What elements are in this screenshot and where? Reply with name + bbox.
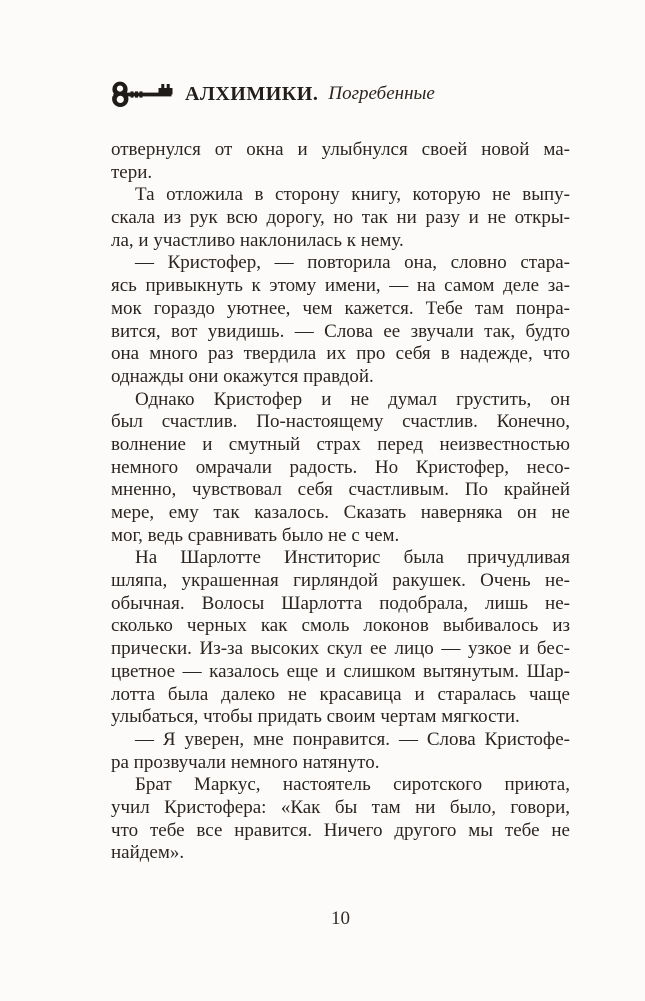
text-line: скала из рук всю дорогу, но так ни разу и не откры- bbox=[111, 207, 570, 229]
text-line: отвернулся от окна и улыбнулся своей новой ма- bbox=[111, 139, 570, 160]
text-line: — Я уверен, мне понравится. — Слова Кристофе- bbox=[135, 728, 570, 750]
text-line: вится, вот увидишь. — Слова ее звучали так, будто bbox=[111, 320, 570, 342]
key-icon bbox=[109, 81, 175, 108]
text-line: обычная. Волосы Шарлотта подобрала, лишь не- bbox=[111, 592, 570, 614]
text-line: шляпа, украшенная гирляндой ракушек. Очень не- bbox=[111, 570, 570, 592]
text-line: учил Кристофера: «Как бы там ни было, говори, bbox=[111, 796, 570, 818]
book-title: Погребенные bbox=[328, 83, 435, 104]
text-line: был счастлив. По-настоящему счастлив. Конечно, bbox=[111, 411, 570, 433]
text-line: улыбаться, чтобы придать своим чертам мягкости. bbox=[111, 706, 520, 728]
text-line: Однако Кристофер и не думал грустить, он bbox=[135, 388, 570, 410]
text-line: мог, ведь сравнивать было не с чем. bbox=[111, 524, 400, 546]
series-title: АЛХИМИКИ. bbox=[185, 82, 319, 105]
text-line: На Шарлотте Инститорис была причудливая bbox=[135, 547, 570, 569]
text-line: лотта была далеко не красавица и старалась чаще bbox=[111, 683, 570, 705]
text-line: ра прозвучали немного натянуто. bbox=[111, 751, 380, 773]
text-line: — Кристофер, — повторила она, словно стара- bbox=[135, 252, 570, 274]
text-line: однажды они окажутся правдой. bbox=[111, 365, 374, 387]
text-line: волнение и смутный страх перед неизвестностью bbox=[111, 433, 570, 455]
text-line: цветное — казалось еще и слишком вытянутым. Шар- bbox=[111, 660, 570, 682]
text-line: мненно, чувствовал себя счастливым. По крайней bbox=[111, 479, 570, 501]
running-header bbox=[109, 79, 435, 109]
text-line: тери. bbox=[111, 161, 153, 183]
text-line: Брат Маркус, настоятель сиротского приюта, bbox=[135, 774, 570, 796]
page-number: 10 bbox=[331, 908, 350, 929]
body-text bbox=[111, 139, 570, 865]
text-line: ла, и участливо наклонилась к нему. bbox=[111, 229, 404, 251]
text-line: мок гораздо уютнее, чем кажется. Тебе там понра- bbox=[111, 297, 570, 319]
text-line: найдем». bbox=[111, 842, 185, 864]
text-line: сколько черных как смоль локонов выбивалось из bbox=[111, 615, 570, 637]
text-line: немного омрачали радость. Но Кристофер, несо- bbox=[111, 456, 570, 478]
text-line: Та отложила в сторону книгу, которую не выпу- bbox=[135, 184, 570, 206]
text-line: мере, ему так казалось. Сказать наверняка он не bbox=[111, 502, 570, 523]
text-line: прически. Из-за высоких скул ее лицо — узкое и бес- bbox=[111, 638, 570, 660]
text-line: она много раз твердила их про себя в надежде, что bbox=[111, 343, 570, 365]
text-line: ясь привыкнуть к этому имени, — на самом деле за- bbox=[111, 275, 570, 297]
text-line: что тебе все нравится. Ничего другого мы тебе не bbox=[111, 819, 570, 841]
